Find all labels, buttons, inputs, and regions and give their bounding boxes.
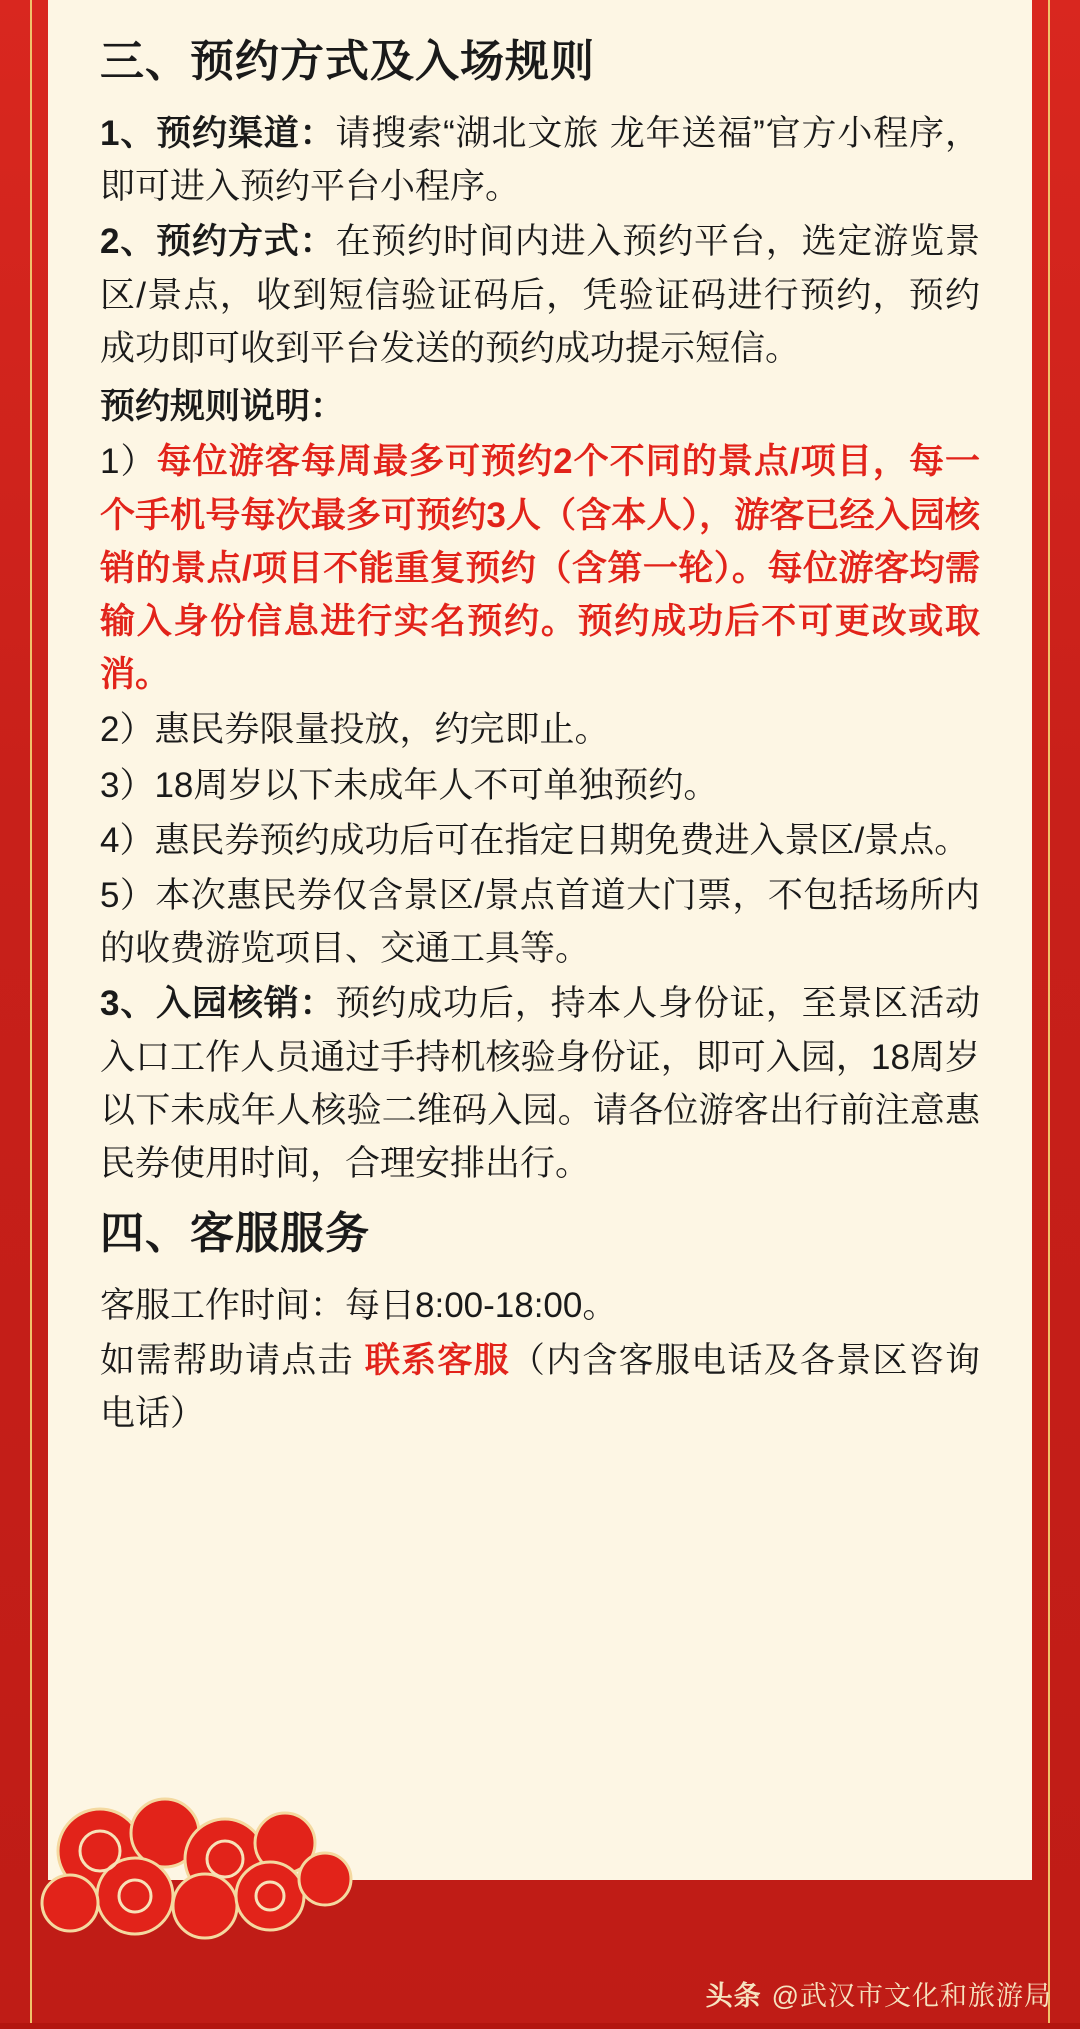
- section-three-heading: 三、预约方式及入场规则: [100, 37, 595, 86]
- contact-support-line: [100, 1334, 980, 1440]
- contact-support-suffix: （内含客服电话及各景区咨询电话）: [100, 1341, 980, 1434]
- reservation-method-label: 2、预约方式：: [100, 222, 336, 262]
- rule-one-highlight-a: 每位游客每周最多可预约2个不同的景点/项目，每一个手机号每次最多可预约3人（含本人），游客已经入园核销的景点/项目不能重复预约（含第一轮）。: [100, 442, 980, 588]
- reservation-method-paragraph: [100, 215, 980, 375]
- footer-account-name: @武汉市文化和旅游局: [771, 1981, 1052, 2011]
- cloud-decoration-icon: [40, 1791, 380, 1941]
- section-four-heading: 四、客服服务: [100, 1209, 370, 1259]
- footer-watermark: [706, 1974, 1052, 2013]
- service-hours-line: 客服工作时间：每日8:00-18:00。: [100, 1286, 618, 1326]
- entry-verification-paragraph: [100, 977, 980, 1190]
- rule-one-highlight-b: 每位游客均需输入身份信息进行实名预约。预约成功后不可更改或取消。: [100, 548, 980, 695]
- reservation-channel-label: 1、预约渠道：: [100, 114, 336, 153]
- toutiao-logo-icon: 头条: [705, 1981, 762, 2011]
- entry-verification-label: 3、入园核销：: [100, 984, 336, 1024]
- rule-one-number: 1）: [100, 442, 157, 482]
- rules-subheading: 预约规则说明：: [100, 386, 346, 426]
- rule-four-paragraph: 4）惠民券预约成功后可在指定日期免费进入景区/景点。: [100, 820, 970, 860]
- content-panel: [48, 0, 1032, 1880]
- bottom-band: [0, 2023, 1080, 2029]
- rule-five-paragraph: 5）本次惠民券仅含景区/景点首道大门票，不包括场所内的收费游览项目、交通工具等。: [100, 875, 980, 969]
- rule-one-paragraph: [100, 435, 980, 701]
- rule-three-paragraph: 3）18周岁以下未成年人不可单独预约。: [100, 765, 719, 805]
- rule-two-paragraph: 2）惠民券限量投放，约完即止。: [100, 710, 610, 750]
- contact-support-link[interactable]: 联系客服: [364, 1341, 510, 1381]
- contact-support-prefix: 如需帮助请点击: [100, 1341, 365, 1381]
- entry-verification-text: 预约成功后，持本人身份证，至景区活动入口工作人员通过手持机核验身份证，即可入园，18周岁以下未成年人核验二维码入园。请各位游客出行前注意惠民券使用时间，合理安排出行。: [100, 984, 980, 1183]
- reservation-channel-text: 请搜索“湖北文旅 龙年送福”官方小程序，即可进入预约平台小程序。: [100, 114, 980, 207]
- reservation-channel-paragraph: [100, 107, 980, 213]
- panel-corner-decoration: [912, 1760, 1032, 1880]
- reservation-method-text: 在预约时间内进入预约平台，选定游览景区/景点，收到短信验证码后，凭验证码进行预约，预约成功即可收到平台发送的预约成功提示短信。: [100, 222, 980, 368]
